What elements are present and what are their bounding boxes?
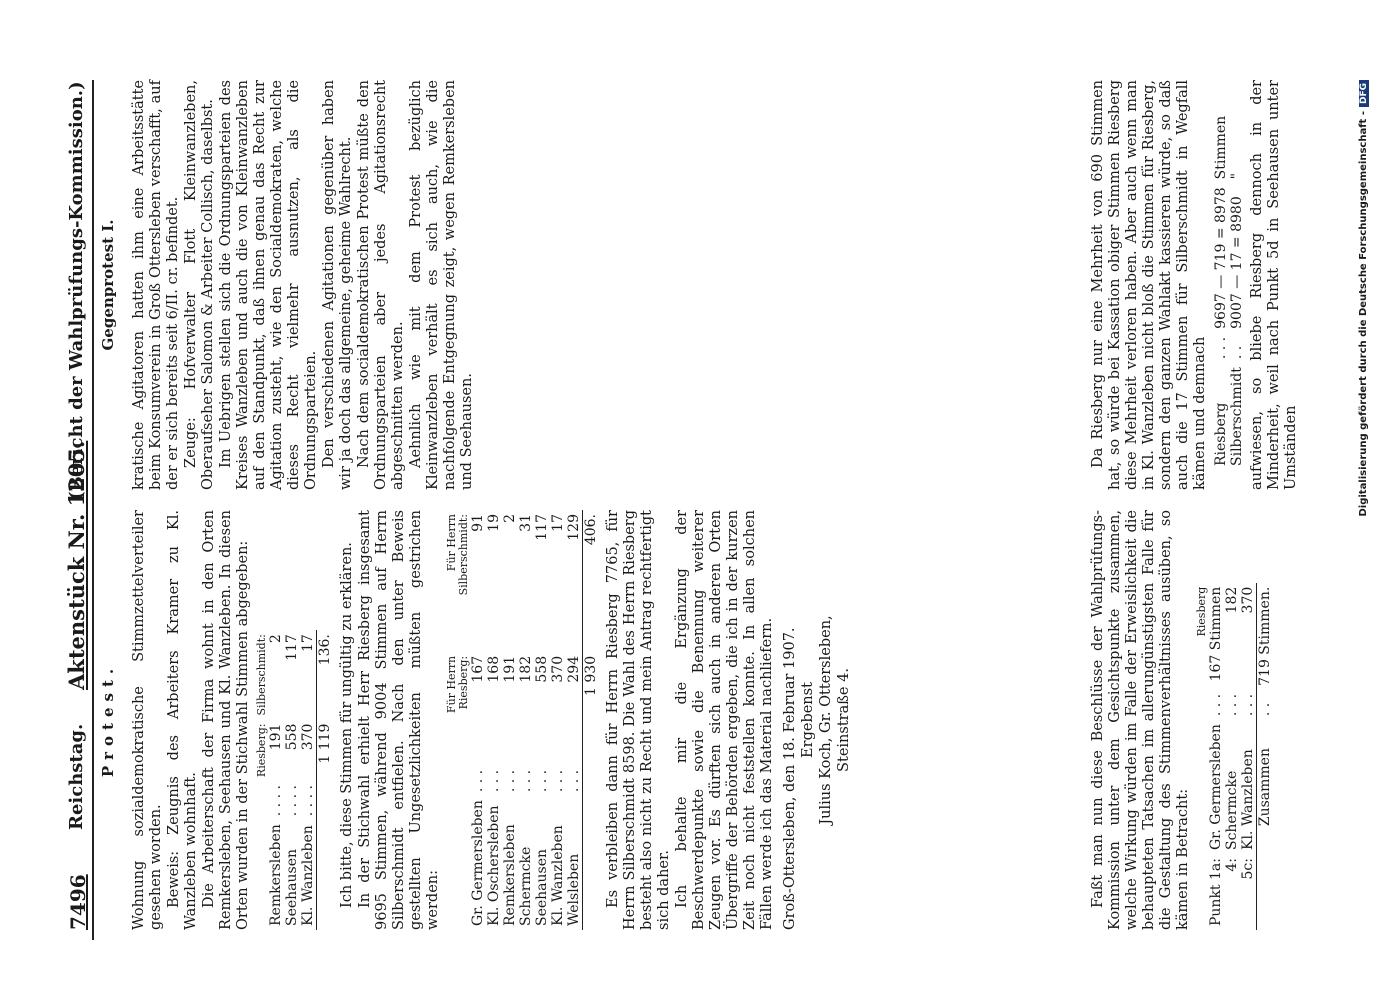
value-cell: 117 [284, 634, 300, 661]
publication-name: Reichstag. [66, 723, 87, 830]
value-cell: 2 [268, 634, 284, 644]
place-name: Schermcke [518, 846, 534, 926]
paragraph: Im Uebrigen stellen sich die Ordnungsparteien des Kreises Wanzleben und auch die von Kleinwanzleben auf den Standpunkt, daß ihnen genau das Recht zur Agitation zusteht, wie den Socialdemokraten, welche dieses Recht vielmehr ausnutzen, als die Ordnungsparteien. [218, 80, 319, 490]
table-row: Remkersleben . . . . 191 2 [268, 630, 284, 930]
value-cell: 191 [502, 655, 518, 683]
digitization-text: Digitalisierung gefördert durch die Deutsche Forschungsgemeinschaft - [1358, 111, 1369, 517]
paragraph: Den verschiedenen Agitationen gegenüber haben wir ja doch das allgemeine, geheime Wahlrecht. [321, 80, 354, 490]
column-header: Riesberg: [255, 723, 268, 778]
candidate-name: Silberschmidt [1229, 367, 1245, 466]
value-cell: 91 [470, 514, 486, 532]
table-row: Kl. Oschersleben . . . 168 19 [486, 510, 502, 930]
paragraph: Es verbleiben dann für Herrn Riesberg 7765, für Herrn Silberschmidt 8598. Die Wahl des Herrn Riesberg besteht also nicht zu Recht und mein Antrag rechtfertigt sich daher. [605, 510, 672, 930]
value-cell: 370 [550, 655, 566, 683]
table-row: Seehausen . . . . 558 117 [284, 630, 300, 930]
column-header: Für Herrn Riesberg: [445, 655, 470, 714]
document-number: Aktenstück Nr. 1205. [64, 440, 89, 690]
total-row [317, 630, 334, 930]
table-row: Schermcke . . . 182 31 [518, 510, 534, 930]
table-row: Silberschmidt . . 9007 — 17 = 8980 " [1229, 112, 1245, 470]
unit: " [1229, 172, 1245, 180]
total-row [583, 510, 600, 930]
value-cell: 19 [486, 514, 502, 532]
place-name: Welsleben [566, 853, 582, 926]
paragraph: Faßt man nun diese Beschlüsse der Wahlprüfungs-Kommission unter dem Gesichtspunkte zusammen, welche Wirkung würden im Falle der Erweislichkeit die behaupteten Tatsachen im allerungünstigsten Falle für die Gestaltung des Stimmenverhältnisses ausüben, so kämen in Betracht: [1090, 510, 1191, 930]
value-cell: 17 [550, 514, 566, 532]
place-name: Schermcke [1224, 770, 1240, 851]
column-header: Für Herrn Silberschmidt: [445, 514, 470, 596]
paragraph: Die Arbeiterschaft der Firma wohnt in den Orten Remkersleben, Seehausen und Kl. Wanzleben. In diesen Orten wurden in der Stichwahl Stimmen abgegeben: [201, 510, 251, 930]
dfg-logo: DFG [1359, 80, 1369, 107]
page-number: 7496 [66, 874, 90, 930]
paragraph: Da Riesberg nur eine Mehrheit von 690 Stimmen hat, so würde bei Kassation obiger Stimmen Riesberg diese Mehrheit verloren haben. Aber auch wenn man in Kl. Wanzleben nicht bloß die Stimmen für Riesberg, sondern den ganzen Wahlakt kassieren würde, so daß auch die 17 Stimmen für Silberschmidt in Wegfall kämen und demnach [1090, 80, 1208, 490]
total-cell: 1 119 [317, 720, 334, 782]
paragraph: In der Stichwahl erhielt Herr Riesberg insgesamt 9695 Stimmen, während 9004 Stimmen auf Herrn Silberschmidt entfielen. Nach den unter Beweis gestellten Ungesetzlichkeiten müßten gestrichen werden: [357, 510, 441, 930]
place-name: Seehausen [284, 848, 300, 926]
total-cell: 136. [317, 630, 334, 719]
total-row: Zusammen . . 719 Stimmen. [1257, 583, 1274, 930]
row-label: 5c: [1240, 858, 1256, 880]
report-title: (Bericht der Wahlprüfungs-Kommission.) [66, 81, 87, 500]
votes-table-2 [446, 510, 599, 930]
left-column-upper [100, 510, 854, 930]
value-cell: 370 [300, 723, 316, 751]
table-row: Seehausen . . . 558 117 [534, 510, 550, 930]
place-name: Kl. Wanzleben [550, 825, 566, 926]
value-cell: 182 [518, 655, 534, 683]
candidate-name: Riesberg [1213, 402, 1229, 466]
signature: Julius Koch, Gr. Ottersleben, [818, 615, 834, 825]
value-cell: 370 [1240, 586, 1256, 614]
zeuge-text: Zeuge: Hofverwalter Flott Kleinwanzleben, Oberaufseher Salomon & Arbeiter Collisch, daselbst. [183, 80, 216, 490]
value-cell: 2 [502, 514, 518, 523]
place-name: Remkersleben [268, 824, 284, 926]
place-name: Kl. Wanzleben [1240, 749, 1256, 851]
closing-ergebenst: Ergebenst [800, 682, 816, 758]
right-column-lower [1090, 80, 1301, 490]
value-cell: 294 [566, 655, 582, 683]
value-cell: 31 [518, 514, 534, 532]
value-cell: 191 [268, 723, 284, 751]
table-row: Kl. Wanzleben . . . 370 17 [550, 510, 566, 930]
calculation-table [1213, 112, 1245, 470]
paragraph: Ich behalte mir die Ergänzung der Beschwerdepunkte sowie die Benennung weiterer Zeugen vor. Es dürften sich auch in anderen Orten Übergriffe der Behörden ergeben, die ich in der kurzen Zeit noch nicht feststellen konnte. In allen solchen Fällen werde ich das Material nachliefern. [674, 510, 775, 930]
value-cell: 117 [534, 514, 550, 541]
paragraph: aufwiesen, so bliebe Riesberg dennoch in der Minderheit, weil nach Punkt 5d in Seehausen unter Umständen [1249, 80, 1299, 490]
signature-address: Steinstraße 4. [836, 668, 852, 772]
place-date: Groß-Ottersleben, den 18. Februar 1907. [782, 627, 798, 930]
column-header: Silberschmidt: [255, 634, 268, 716]
beweis-text: Beweis: Zeugnis des Arbeiters Kramer zu Kl. Wanzleben wohnhaft. [166, 510, 199, 930]
row-label: 4: [1224, 858, 1240, 872]
value-cell: 558 [284, 723, 300, 751]
total-cell: 406. [583, 510, 600, 652]
place-name: Kl. Oschersleben [486, 805, 502, 926]
intro-text: kratische Agitatoren hatten ihm eine Arbeitsstätte beim Konsumverein in Groß Ottersleben verschafft, auf der er sich bereits seit 6/II. cr. befindet. [131, 80, 181, 490]
paragraph: Aehnlich wie mit dem Protest bezüglich Kleinwanzleben verhält es sich auch, wie die nachfolgende Entgegnung zeigt, wegen Remkersleben und Seehausen. [408, 80, 475, 490]
total-cell: 719 Stimmen. [1257, 583, 1274, 690]
value-cell: 129 [566, 514, 582, 541]
total-label: Zusammen [1257, 720, 1274, 854]
total-cell: 1 930 [583, 652, 600, 766]
protest-heading: Protest. [99, 662, 117, 778]
value-cell: 17 [300, 634, 316, 652]
table-row: Kl. Wanzleben . . . . 370 17 [300, 630, 317, 930]
votes-table-3 [1196, 583, 1273, 930]
place-name: Kl. Wanzleben [300, 825, 316, 926]
paragraph: Nach dem socialdemokratischen Protest müßte den Ordnungsparteien aber jedes Agitationsrecht abgeschnitten werden. [356, 80, 406, 490]
place-name: Gr. Germersleben [1208, 724, 1224, 851]
place-name: Remkersleben [502, 824, 518, 926]
left-column-lower [1090, 510, 1273, 930]
intro-text: Wohnung sozialdemokratische Stimmzettelverteiler gesehen worden. [131, 510, 164, 930]
table-row: 5c: Kl. Wanzleben . . . 370 [1240, 583, 1257, 930]
calc-expression: 9697 — 719 = 8978 [1213, 187, 1229, 329]
calc-expression: 9007 — 17 = 8980 [1229, 196, 1245, 329]
page-header [62, 80, 94, 940]
votes-table-1 [256, 630, 333, 930]
table-row: Riesberg . . . 9697 — 719 = 8978 Stimmen [1213, 112, 1229, 470]
gegenprotest-heading: Gegenprotest I. [99, 219, 117, 351]
column-header: Riesberg [1195, 586, 1208, 637]
right-column-upper [100, 80, 477, 490]
table-row: 4: Schermcke . . . 182 [1224, 583, 1240, 930]
value-cell: 182 [1224, 586, 1240, 614]
paragraph: Ich bitte, diese Stimmen für ungültig zu erklären. [339, 542, 355, 908]
unit: Stimmen [1213, 115, 1229, 180]
place-name: Gr. Germersleben [470, 800, 486, 926]
table-row: Welsleben . . . 294 129 [566, 510, 583, 930]
value-cell: 167 Stimmen [1208, 586, 1224, 682]
value-cell: 558 [534, 655, 550, 683]
place-name: Seehausen [534, 848, 550, 926]
table-row: Gr. Germersleben . . . 167 91 [470, 510, 486, 930]
table-row: Remkersleben . . . 191 2 [502, 510, 518, 930]
value-cell: 167 [470, 655, 486, 683]
rotated-document-page [0, 70, 1383, 1000]
row-label: Punkt 1a: [1208, 858, 1224, 926]
table-row: Punkt 1a: Gr. Germersleben . . . 167 Stimmen [1208, 583, 1224, 930]
digitization-notice [1358, 80, 1369, 520]
value-cell: 168 [486, 655, 502, 683]
